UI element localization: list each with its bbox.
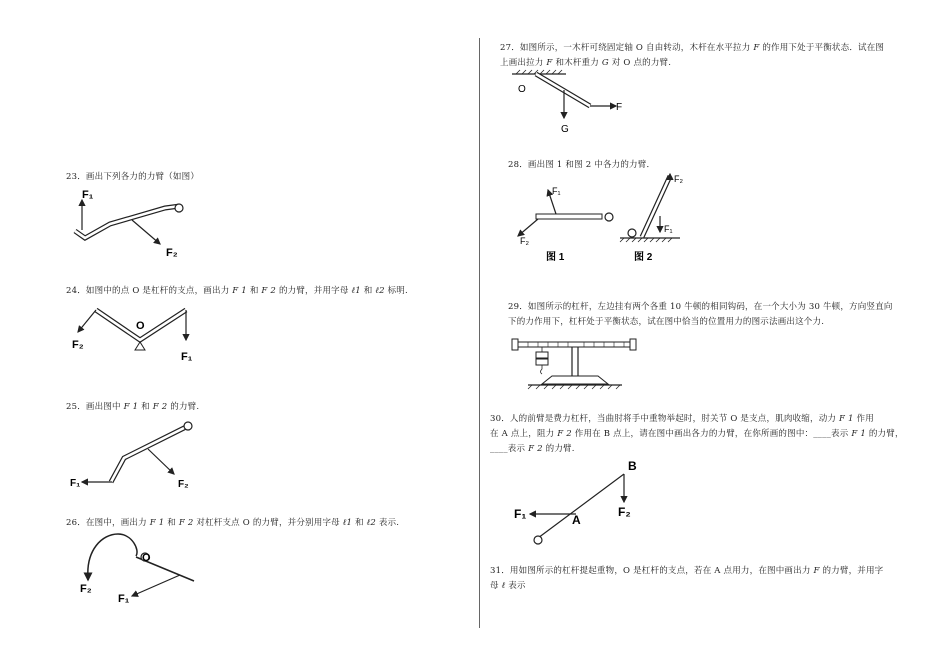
question-25-diagram (66, 416, 196, 492)
question-29-diagram (508, 332, 648, 394)
q27-o-label: O (518, 84, 526, 95)
question-24-diagram (68, 302, 203, 366)
q26-f2-label: F₂ (80, 583, 92, 595)
q25-f2-label: F₂ (178, 479, 189, 490)
q27-f-label: F (616, 102, 623, 113)
q28-fig2-f2-label: F₂ (674, 174, 683, 184)
question-23-diagram (60, 186, 200, 262)
question-27-text: 27．如图所示，一木杆可绕固定轴 O 自由转动，木杆在水平拉力 F 的作用下处于平衡状态．试在图 上画出拉力 F 和木杆重力 G 对 O 点的力臂. (500, 43, 885, 68)
q28-fig2-f1-label: F₁ (664, 224, 673, 234)
q28-fig1-caption: 图 1 (546, 252, 565, 263)
q26-o-label: O (142, 552, 151, 564)
question-30-diagram (508, 456, 648, 550)
question-23-text: 23．画出下列各力的力臂（如图） (66, 172, 200, 182)
q23-f2-label: F₂ (166, 247, 178, 259)
question-30-text: 30．人的前臂是费力杠杆，当曲肘将手中重物举起时，肘关节 O 是支点，肌肉收缩，动力 F 1 作用 在 A 点上，阻力 F 2 作用在 B 点上，请在图中画出各力的力臂，在你所画的图中：____表示 F 1 的力臂， ____表示 F 2 的力臂. (490, 414, 904, 454)
q26-f1-label: F₁ (118, 593, 130, 605)
q30-f2-label: F₂ (618, 505, 631, 519)
question-29-text: 29．如图所示的杠杆，左边挂有两个各重 10 牛顿的相同钩码，在一个大小为 30 牛顿，方向竖直向 下的力作用下，杠杆处于平衡状态，试在图中恰当的位置用力的图示法画出这个力. (508, 302, 893, 327)
question-24-text: 24．如图中的点 O 是杠杆的支点，画出力 F 1 和 F 2 的力臂，并用字母 ℓ1 和 ℓ2 标明. (66, 286, 408, 296)
question-26-text: 26．在图中，画出力 F 1 和 F 2 对杠杆支点 O 的力臂，并分别用字母 ℓ1 和 ℓ2 表示. (66, 518, 400, 528)
question-31-text: 31．用如图所示的杠杆提起重物，O 是杠杆的支点，若在 A 点用力，在图中画出力 F 的力臂，并用字 母 ℓ 表示 (490, 566, 884, 591)
q28-fig1-f2-label: F₂ (520, 236, 529, 246)
q23-f1-label: F₁ (82, 189, 94, 201)
q25-f1-label: F₁ (70, 478, 81, 489)
question-28-diagram (508, 170, 698, 266)
q24-f1-label: F₁ (181, 351, 193, 363)
question-25-text: 25．画出图中 F 1 和 F 2 的力臂. (66, 402, 200, 412)
question-26-diagram (76, 530, 206, 610)
q30-b-label: B (628, 459, 637, 473)
column-divider (479, 38, 480, 628)
q28-fig1-f1-label: F₁ (552, 186, 561, 196)
q30-f1-label: F₁ (514, 507, 527, 521)
q27-g-label: G (561, 124, 569, 135)
q30-a-label: A (572, 513, 581, 527)
q28-fig2-caption: 图 2 (634, 252, 653, 263)
question-27-diagram (508, 70, 638, 136)
question-28-text: 28．画出图 1 和图 2 中各力的力臂． (508, 160, 656, 170)
q24-f2-label: F₂ (72, 339, 84, 351)
q24-o-label: O (136, 320, 145, 332)
